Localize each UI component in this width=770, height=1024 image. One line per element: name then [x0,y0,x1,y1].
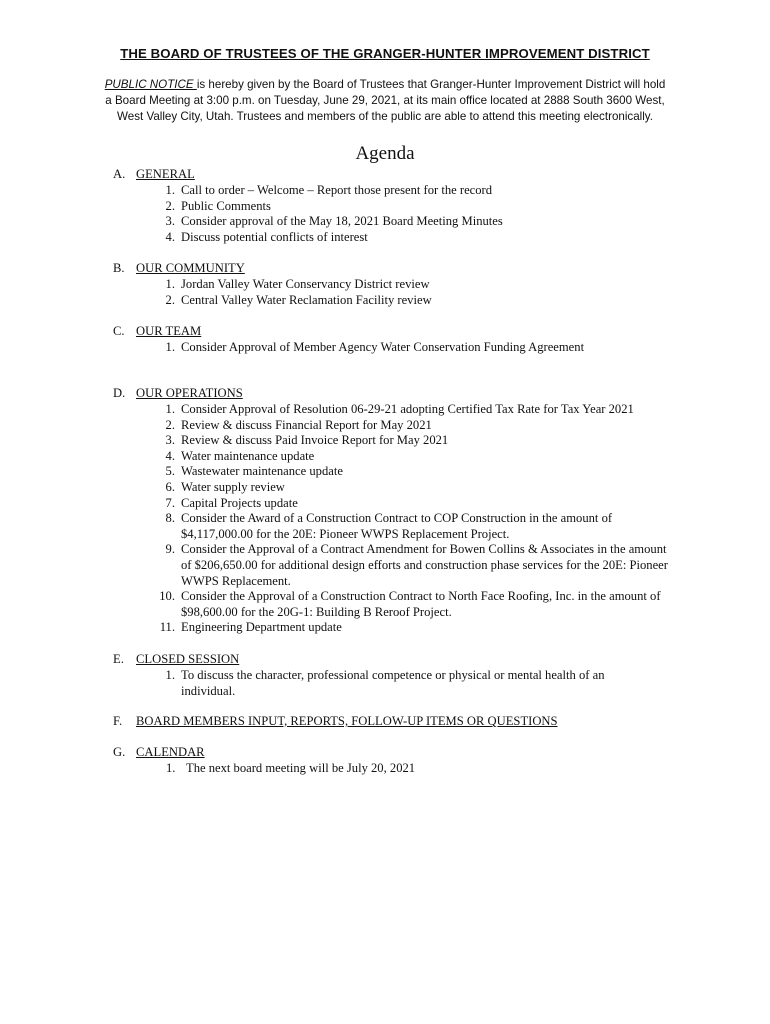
list-item: 4. Water maintenance update [165,448,315,463]
section-board-members-heading [113,714,558,730]
section-title: CALENDAR [136,745,205,759]
section-title: BOARD MEMBERS INPUT, REPORTS, FOLLOW-UP ITEMS OR QUESTIONS [136,714,558,728]
section-title: CLOSED SESSION [136,652,240,666]
section-letter: G. [113,745,126,759]
list-item: 1. The next board meeting will be July 20, 2021 [166,761,416,775]
list-item: 1. Call to order – Welcome – Report those present for the record [165,183,493,197]
list-item: 10. Consider the Approval of a Construction Contract to North Face Roofing, Inc. in the amount of $98,600.00 for the 20G-1: Building B Reroof Project. [159,589,661,619]
list-item: 1. To discuss the character, professional competence or physical or mental health of an individual. [165,668,605,698]
list-item: 6. Water supply review [165,479,285,494]
list-item: 1. Consider Approval of Resolution 06-29-21 adopting Certified Tax Rate for Tax Year 2021 [165,402,634,416]
section-title: GENERAL [136,167,195,181]
section-letter: A. [113,167,126,181]
list-item: 2. Central Valley Water Reclamation Facility review [165,292,432,307]
section-title: OUR COMMUNITY [136,261,245,275]
section-team-heading [113,324,201,340]
section-title: OUR OPERATIONS [136,386,243,400]
list-item: 3. Review & discuss Paid Invoice Report for May 2021 [165,433,449,448]
list-item: 2. Public Comments [165,198,271,213]
list-item: 2. Review & discuss Financial Report for May 2021 [165,417,432,432]
section-calendar-items [166,761,686,777]
list-item: 3. Consider approval of the May 18, 2021 Board Meeting Minutes [165,214,503,229]
section-calendar-heading [113,745,205,761]
agenda-heading: Agenda [355,143,415,164]
section-community-items [155,277,675,308]
list-item: 9. Consider the Approval of a Contract Amendment for Bowen Collins & Associates in the amount of $206,650.00 for additional design efforts and construction phase services for the 20E: Pioneer WWPS Replacement. [165,542,668,588]
section-general-heading [113,167,195,183]
list-item: 1. Jordan Valley Water Conservancy District review [165,277,430,291]
section-general-items [155,183,675,245]
section-closed-session-heading [113,652,239,668]
section-letter: E. [113,652,124,666]
list-item: 4. Discuss potential conflicts of interest [165,229,368,244]
public-notice-lead: PUBLIC NOTICE [104,78,197,91]
document-title: THE BOARD OF TRUSTEES OF THE GRANGER-HUNTER IMPROVEMENT DISTRICT [120,46,650,61]
section-title: OUR TEAM [136,324,202,338]
list-item: 5. Wastewater maintenance update [165,464,343,479]
section-closed-session-items [155,668,635,699]
list-item: 7. Capital Projects update [165,495,298,510]
list-item: 8. Consider the Award of a Construction Contract to COP Construction in the amount of $4,117,000.00 for the 20E: Pioneer WWPS Replacement Project. [165,511,613,541]
section-letter: F. [113,714,123,728]
section-team-items [155,340,675,356]
section-letter: B. [113,261,125,275]
public-notice [100,77,670,126]
list-item: 11. Engineering Department update [159,620,342,635]
public-notice-body: is hereby given by the Board of Trustees that Granger-Hunter Improvement District will hold a Board Meeting at 3:00 p.m. on Tuesday, June 29, 2021, at its main office located at 2888 South 3600 West, West Valley City, Utah. Trustees and members of the public are able to attend this meeting electronically. [105,78,666,124]
section-operations-items [155,402,675,636]
list-item: 1. Consider Approval of Member Agency Water Conservation Funding Agreement [165,340,585,354]
section-community-heading [113,261,245,277]
section-letter: D. [113,386,126,400]
section-operations-heading [113,386,243,402]
section-letter: C. [113,324,125,338]
